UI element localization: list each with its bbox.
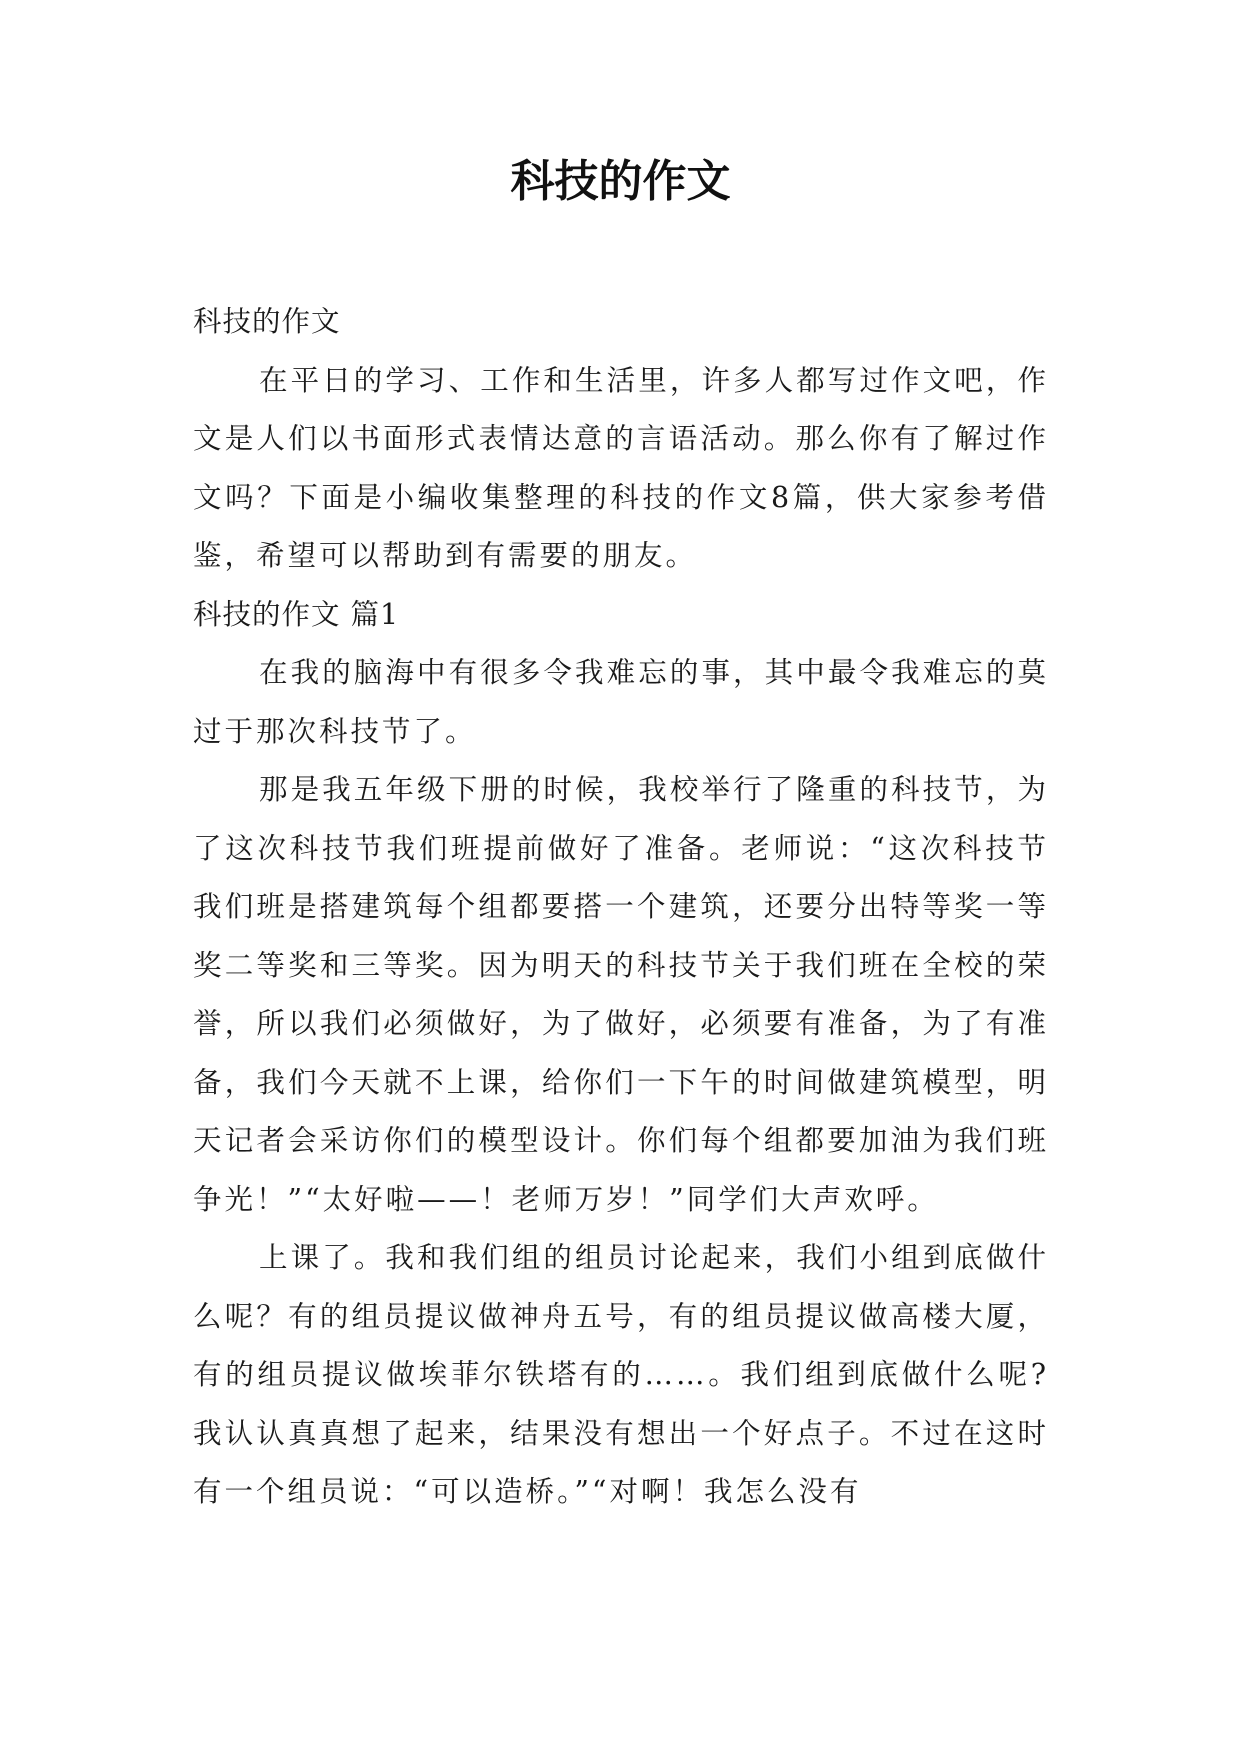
intro-heading: 科技的作文 xyxy=(193,305,341,338)
body-paragraph-2: 那是我五年级下册的时候，我校举行了隆重的科技节，为了这次科技节我们班提前做好了准备。老师说：“这次科技节我们班是搭建筑每个组都要搭一个建筑，还要分出特等奖一等奖二等奖和三等奖。因为明天的科技节关于我们班在全校的荣誉，所以我们必须做好，为了做好，必须要有准备，为了有准备，我们今天就不上课，给你们一下午的时间做建筑模型，明天记者会采访你们的模型设计。你们每个组都要加油为我们班争光！”“太好啦——！老师万岁！”同学们大声欢呼。 xyxy=(193,773,1049,1216)
section-heading-1: 科技的作文 篇1 xyxy=(193,597,400,631)
document-title: 科技的作文 xyxy=(510,156,731,207)
document-body xyxy=(193,293,1049,1522)
body-paragraph-1: 在我的脑海中有很多令我难忘的事，其中最令我难忘的莫过于那次科技节了。 xyxy=(193,656,1049,748)
body-paragraph-3: 上课了。我和我们组的组员讨论起来，我们小组到底做什么呢？有的组员提议做神舟五号，有的组员提议做高楼大厦，有的组员提议做埃菲尔铁塔有的……。我们组到底做什么呢?我认认真真想了起来，结果没有想出一个好点子。不过在这时有一个组员说：“可以造桥。”“对啊！我怎么没有 xyxy=(193,1241,1049,1508)
intro-paragraph: 在平日的学习、工作和生活里，许多人都写过作文吧，作文是人们以书面形式表情达意的言语活动。那么你有了解过作文吗？下面是小编收集整理的科技的作文8篇，供大家参考借鉴，希望可以帮助到有需要的朋友。 xyxy=(193,363,1049,572)
